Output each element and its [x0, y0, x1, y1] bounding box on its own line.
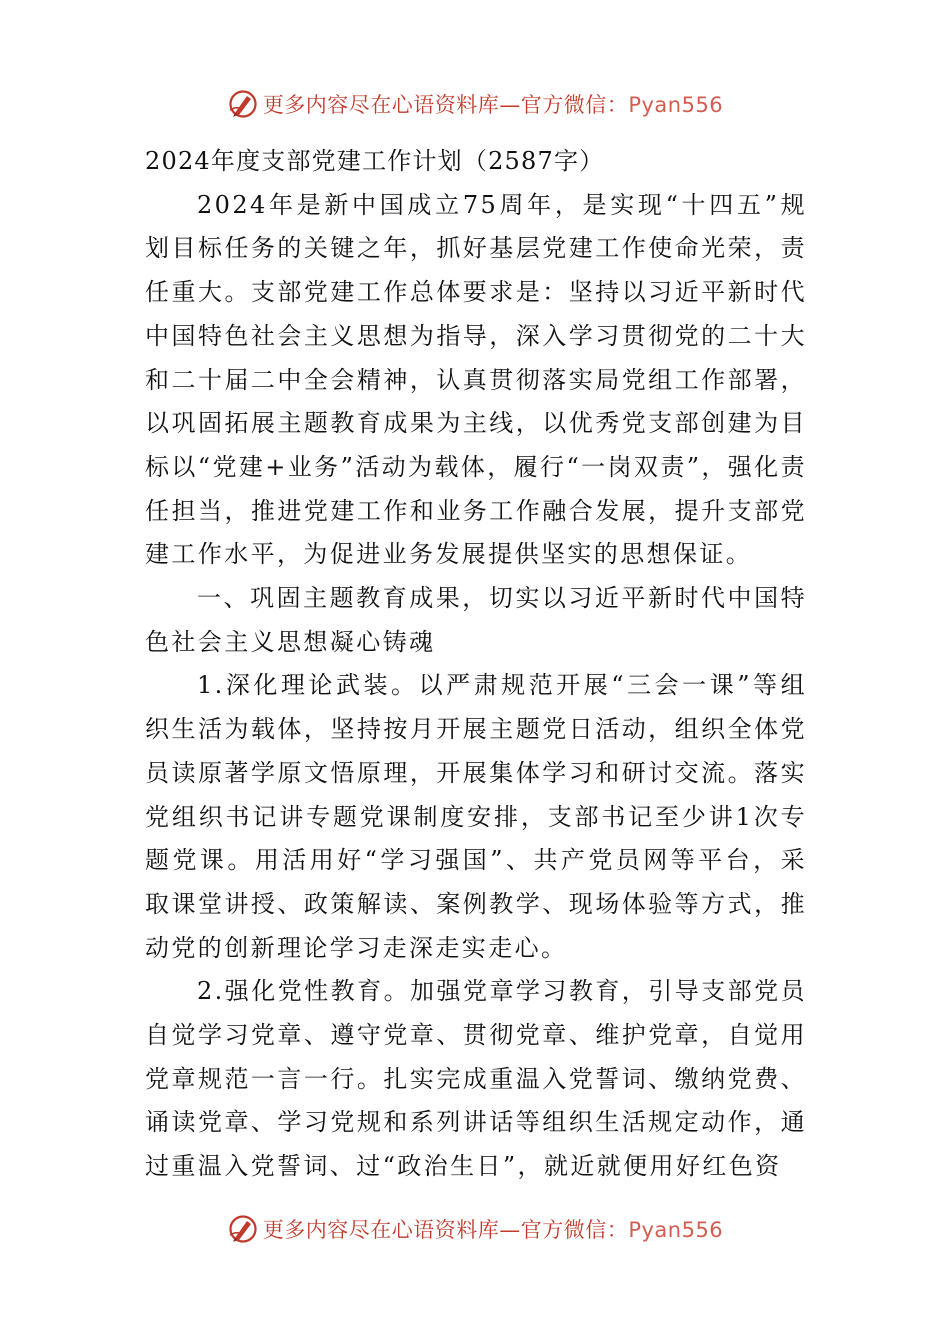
wechat-id: Pyan556	[628, 1218, 724, 1242]
pen-logo-icon	[227, 88, 259, 120]
footer-watermark-banner	[0, 1209, 950, 1249]
banner-text: 更多内容尽在心语资料库—官方微信：Pyan556	[262, 1218, 724, 1242]
header-watermark-banner	[0, 84, 950, 124]
document-title: 2024年度支部党建工作计划（2587字）	[145, 147, 605, 175]
banner-text: 更多内容尽在心语资料库—官方微信：Pyan556	[262, 93, 724, 117]
pen-logo-icon	[227, 1213, 259, 1245]
paragraph-item-1: 1.深化理论武装。以严肃规范开展“三会一课”等组织生活为载体，坚持按月开展主题党日活动，组织全体党员读原著学原文悟原理，开展集体学习和研讨交流。落实党组织书记讲专题党课制度安排，支部书记至少讲1次专题党课。用活用好“学习强国”、共产党员网等平台，采取课堂讲授、政策解读、案例教学、现场体验等方式，推动党的创新理论学习走深走实走心。	[145, 671, 807, 962]
wechat-id: Pyan556	[628, 93, 724, 117]
paragraph-intro: 2024年是新中国成立75周年，是实现“十四五”规划目标任务的关键之年，抓好基层党建工作使命光荣，责任重大。支部党建工作总体要求是：坚持以习近平新时代中国特色社会主义思想为指导，深入学习贯彻党的二十大和二十届二中全会精神，认真贯彻落实局党组工作部署，以巩固拓展主题教育成果为主线，以优秀党支部创建为目标以“党建+业务”活动为载体，履行“一岗双责”，强化责任担当，推进党建工作和业务工作融合发展，提升支部党建工作水平，为促进业务发展提供坚实的思想保证。	[145, 190, 807, 569]
paragraph-item-2: 2.强化党性教育。加强党章学习教育，引导支部党员自觉学习党章、遵守党章、贯彻党章、维护党章，自觉用党章规范一言一行。扎实完成重温入党誓词、缴纳党费、诵读党章、学习党规和系列讲话等组织生活规定动作，通过重温入党誓词、过“政治生日”，就近就便用好红色资	[145, 977, 807, 1181]
document-body	[145, 140, 807, 1189]
section-heading-1: 一、巩固主题教育成果，切实以习近平新时代中国特色社会主义思想凝心铸魂	[145, 584, 807, 656]
